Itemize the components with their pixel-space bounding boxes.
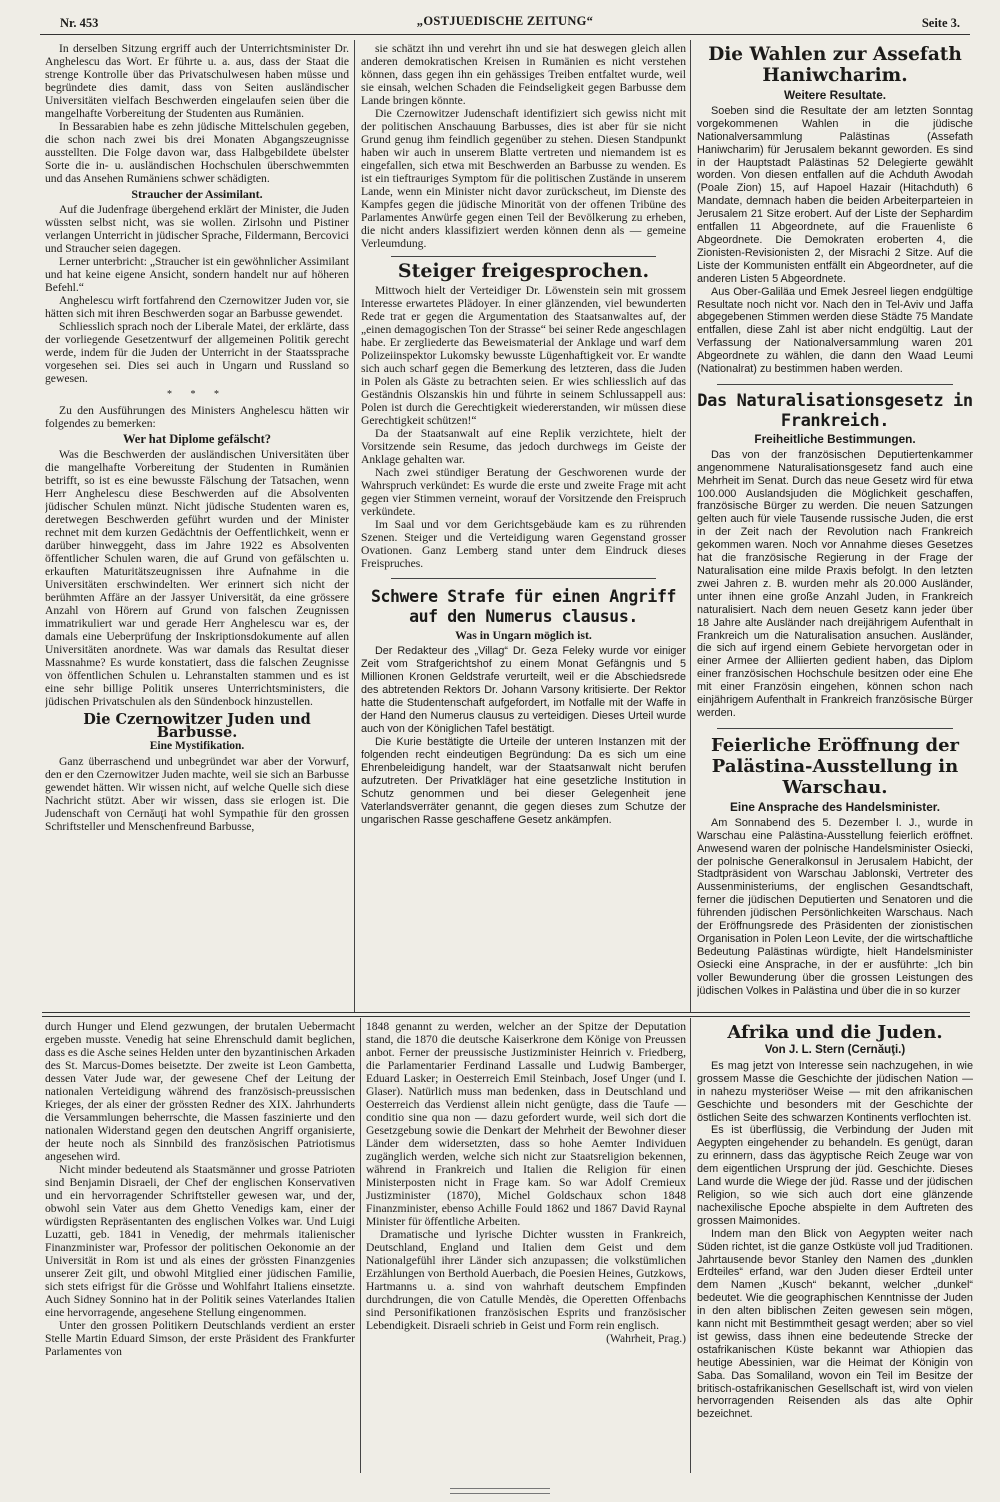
paragraph: In Bessarabien habe es zehn jüdische Mittelschulen gegeben, die schon nach zwei bis drei Monaten Abgangszeugnisse ausstellten. Die Folge davon war, dass Halbgebildete übelster Sorte die in- u. ausländischen Hochschulen überschwemmten und das Ansehen Rumäniens schwer schädigten. <box>45 120 349 185</box>
article-subheadline: Weitere Resultate. <box>783 88 887 102</box>
paragraph: Die Czernowitzer Judenschaft identifiziert sich gewiss nicht mit der politischen Anschauung Barbusses, dies ist aber für sie nicht Grund genug ihm feindlich gegenüber zu stehen. Diesen Standpunkt haben wir auch in unserem Blatte vertreten und niemandem ist es eingefallen, sich etwa mit Beschwerden an Barbusse zu wenden. Es ist ein tieftrauriges Symptom für die politischen Zustände in unserem Lande, wenn ein Minister nicht davor zurückscheut, im Dienste des Kampfes gegen die jüdische Minorität von der offenen Tribüne des Parlamentes Anwürfe gegen einen Teil der Bevölkerung zu erheben, die nicht anders klassifiziert werden können denn als — gemeine Verleumdung. <box>361 107 686 250</box>
page-number: Seite 3. <box>921 16 960 30</box>
article-headline: Die Czernowitzer Juden und Barbusse. <box>83 711 311 741</box>
subheading: Wer hat Diplome gefälscht? <box>122 432 272 446</box>
divider <box>717 728 953 729</box>
article-headline: Schwere Strafe für einen Angriff auf den Numerus clausus. <box>370 587 677 626</box>
column-3-top <box>697 42 973 1010</box>
paragraph: durch Hunger und Elend gezwungen, der brutalen Uebermacht ergeben musste. Venedig hat seine Ehrenschuld damit beglichen, dass es die Asche seines Helden unter den byzantinischen Arkaden des St. Marcus-Domes beisetzte. Der zweite ist Leon Gambetta, dessen Vater Jude war, der gewesene Chef der Leitung der nationalen Verteidigung während des französisch-preussischen Krieges, der als einer der grössten Redner des XIX. Jahrhunderts die Versammlungen beherrschte, die Massen faszinierte und den nationalen Widerstand gegen den deutschen Angriff organisierte, der heute noch als Sinnbild des französischen Patriotismus angesehen wird. <box>45 1020 355 1163</box>
paragraph: Im Saal und vor dem Gerichtsgebäude kam es zu rührenden Szenen. Steiger und die Verteidigung waren Gegenstand grosser Ovationen. Ganz Lemberg stand unter dem Eindruck dieses Freispruches. <box>361 518 686 570</box>
source-credit: (Wahrheit, Prag.) <box>606 1332 686 1345</box>
column-2-top <box>361 42 686 1010</box>
paragraph: Was die Beschwerden der ausländischen Universitäten über die mangelhafte Vorbereitung der Studenten in Rumänien betrifft, so ist es eine bewusste Fälschung der Tatsachen, wenn Herr Anghelescu diese Beschwerden auf die Absolventen jüdischer Schulen münzt. Nicht jüdische Studenten waren es, deretwegen Beschwerden geführt wurden und der Minister rechnet mit dem kurzen Gedächtnis der Oeffentlichkeit, wenn er darüber hinweggeht, dass im Jahre 1922 es Absolventen öffentlicher Schulen waren, die auf Grund von gefälschten u. erkauften Maturitätszeugnissen ihre Aufnahme in die Universitäten erschwindelten. Wer erinnert sich nicht der berühmten Affäre an der Jassyer Universität, da eine grössere Anzahl von Hörern auf Grund von falschen Zeugnissen immatrikuliert war und gerade Herr Anghelescu war es, der damals eine Ueberprüfung der Inskriptionsdokumente auf allen Universitäten anordnete. Was war damals das Resultat dieser Massnahme? Es wurde konstatiert, dass die falschen Zeugnisse von öffentlichen Schulen u. Lehranstalten stammen und es ist eine sehr billige Politik unseres Unterrichtsministers, die jüdischen Privatschulen als den Sündenbock hinzustellen. <box>45 448 349 708</box>
article-headline: Steiger freigesprochen. <box>397 260 650 282</box>
article-subheadline: Freiheitliche Bestimmungen. <box>754 431 916 446</box>
column-1-top <box>45 42 349 1010</box>
column-2-bottom <box>366 1020 686 1475</box>
paragraph: Das von der französischen Deputiertenkammer angenommene Naturalisationsgesetz fand auch eine Mehrheit im Senat. Durch das neue Gesetz wird für etwa 100.000 Auslandsjuden die Möglichkeit geschaffen, französische Bürger zu werden. Die neuen Satzungen gelten auch für viele Tausende russische Juden, die erst in der Zeit nach der Revolution nach Frankreich gekommen waren. Noch vor Annahme dieses Gesetzes hat die französische Regierung in der Frage der Naturalisation eine milde Praxis befolgt. In den letzten zwei Jahren z. B. wurden mehr als 20.000 Ausländer, unter ihnen eine große Anzahl Juden, in Frankreich naturalisiert. Nach dem neuen Gesetz kann jeder über 18 Jahre alte Ausländer nach dreijährigem Aufenthalt in Frankreich um die Naturalisation ansuchen. Ausländer, die sich auf irgend einem Gebiete hervorgetan oder in einer Armee der Alliierten gedient haben, das Diplom einer französischen Hochschule besitzen oder eine Ehe mit einer Französin eingehen, können schon nach einjährigem Aufenthalt in Frankreich französische Bürger werden. <box>697 448 973 719</box>
paragraph: Da der Staatsanwalt auf eine Replik verzichtete, hielt der Vorsitzende sein Resume, das jedoch durchwegs im Geiste der Anklage gehalten war. <box>361 427 686 466</box>
divider <box>391 256 656 257</box>
column-rule-3 <box>360 1018 361 1473</box>
paragraph: Schliesslich sprach noch der Liberale Matei, der erklärte, dass der vorliegende Gesetzentwurf der allgemeinen Politik gerecht werde, indem für die Juden der Unterricht in der Staatssprache vorgesehen sei. Dies sei auch in Ungarn und Russland so gewesen. <box>45 320 349 385</box>
paragraph: Nach zwei stündiger Beratung der Geschworenen wurde der Wahrspruch verkündet: Es wurde die erste und zweite Frage mit acht gegen vier Stimmen verneint, worauf der Vorsitzende den Freispruch verkündete. <box>361 466 686 518</box>
article-byline: Von J. L. Stern (Cernăuţi.) <box>764 1044 906 1056</box>
column-rule-2 <box>690 40 691 1012</box>
paragraph: Nicht minder bedeutend als Staatsmänner und grosse Patrioten sind Benjamin Disraeli, der Chef der englischen Konservativen und ein hervorragender Schriftsteller gewesen war, und der, obwohl sein Vater aus dem Ghetto Venedigs kam, einer der würdigsten Repräsentanten des englischen Volkes war. Und Luigi Luzatti, geb. 1841 in Venedig, der mehrmals italienischer Finanzminister war, Professor der politischen Oekonomie an der Universität in Rom ist und als eines der grössten Finanzgenies unserer Zeit gilt, und obwohl Mitglied einer jüdischen Familie, sich stets eifrigst für die Grösse und Wohlfahrt Italiens einsetzte. Auch Sidney Sonnino hat in der Politik seines Vaterlandes Italien eine hervorragende, angesehene Stellung eingenommen. <box>45 1163 355 1319</box>
section-stars: * * * <box>167 389 227 400</box>
paragraph: Indem man den Blick von Aegypten weiter nach Süden richtet, ist die ganze Ostküste voll jud Traditionen. Jahrtausende bevor Stanley den Namen des „dunklen Erdteiles“ erfand, war den Juden dieser Erdteil unter dem Namen „Kusch“ bekannt, welcher „dunkel“ bedeutet. Wie die geographischen Kenntnisse der Juden in den alten biblischen Zeiten gewesen sein mögen, kann nicht mit Bestimmtheit gesagt werden; aber so viel ist gewiss, dass ihnen eine bedeutende Strecke der ostafrikanischen Küste bekannt war Athiopien das heutige Abessinien, war die Heimat der Königin von Saba. Das Somaliland, wovon ein Teil im Besitze der britisch-ostafrikanischen Gesellschaft ist, wird von vielen hervorragenden Reisenden als das alte Ophir bezeichnet. <box>697 1227 973 1421</box>
paragraph: Am Sonnabend des 5. Dezember l. J., wurde in Warschau eine Palästina-Ausstellung feierlich eröffnet. Anwesend waren der polnische Handelsminister Osiecki, der polnische Generalkonsul in Jerusalem Habicht, der Stadtpräsident von Warschau Jablonski, Vertreter des Aussenministeriums, der englischen Gesandtschaft, ferner die jüdischen Deputierten und Senatoren und die führenden jüdischen Persönlichkeiten Warschaus. Nach der Eröffnungsrede des Präsidenten der zionistischen Organisation in Polen Leon Levite, der die wirtschaftliche Bedeutung Palästinas würdigte, hielt Handelsminister Osiecki eine Ansprache, in der er ausführte: „Ich bin voller Bewunderung über die grossen Leistungen des jüdischen Volkes in Palästina und über die in so kurzer <box>697 816 973 997</box>
section-divider <box>42 1012 970 1017</box>
article-headline: Die Wahlen zur Assefath Haniwcharim. <box>708 44 962 86</box>
column-1-bottom <box>45 1020 355 1475</box>
article-subheadline: Eine Ansprache des Handelsminister. <box>729 799 941 814</box>
paragraph: Ganz überraschend und unbegründet war aber der Vorwurf, den er den Czernowitzer Juden machte, weil sie sich an Barbusse gewendet hätten. Wir wissen nicht, auf welche Quelle sich diese Nachricht stützt. Aber wir wissen, dass sie erlogen ist. Die Judenschaft von Cernăuţi hat wohl Sympathie für den grossen Schriftsteller und Menschenfreund Barbusse, <box>45 755 349 833</box>
issue-number: Nr. 453 <box>60 16 99 30</box>
paragraph: Mittwoch hielt der Verteidiger Dr. Löwenstein sein mit grossem Interesse erwartetes Plädoyer. In einer glänzenden, viel bewunderten Rede trat er gegen die Argumentation des Staatsanwaltes auf, der „einen demagogischen Ton der Strasse“ bei seiner Rede angeschlagen habe. Er zergliederte das Beweismaterial der Anklage und warf dem Polizeiinspektor Lukomsky bewusste Lügenhaftigkeit vor. Er wandte sich auch scharf gegen die Bemerkung des letzteren, dass die Juden in Polen als Gäste zu betrachten seien. Er wies schliesslich auf das Geständnis Olszanskis hin und führte in seinem Schlussappell aus: Polen ist durch die Gerechtigkeit wiedererstanden, wir müssen diese Gerechtigkeit schützen!“ <box>361 284 686 427</box>
article-subheadline: Was in Ungarn möglich ist. <box>455 628 592 642</box>
footer-ornament <box>450 1488 550 1494</box>
paragraph: Es ist überflüssig, die Verbindung der Juden mit Aegypten eingehender zu behandeln. Es genügt, daran zu erinnern, dass das ägyptische Reich Zeuge war von dem eigentlichen Ursprung der jüd. Geschichte. Dieses Land wurde die Wiege der jüd. Rasse und der jüdischen Religion, so wie sich auch dort eine glänzende nachexilische Epoche abspielte in dem Auftreten des grossen Maimonides. <box>697 1124 973 1227</box>
paragraph: Auf die Judenfrage übergehend erklärt der Minister, die Juden wüssten selbst nicht, was sie wollen. Zirlsohn und Pistiner verlangen Unterricht in jüdischer Sprache, Fildermann, Bercovici und Straucher seien dagegen. <box>45 203 349 255</box>
paragraph: Aus Ober-Galiläa und Emek Jesreel liegen endgültige Resultate noch nicht vor. Nach den in Tel-Aviv und Jaffa abgegebenen Stimmen werden diese Städte 75 Mandate entfallen, diese Zahl ist aber nicht endgültig. Laut der Verfassung der Nationalversammlung waren 201 Abgeordnete zu wählen, die dann den Waad Leumi (Nationalrat) zu bestimmen haben werden. <box>697 285 973 376</box>
paragraph: In derselben Sitzung ergriff auch der Unterrichtsminister Dr. Anghelescu das Wort. Er führte u. a. aus, dass der Staat die strenge Kontrolle über das Privatschulwesen haben müsse und begründete dies damit, dass von Seiten ausländischer Universitäten vielfach Beschwerden eingelaufen seien über die mangelhafte Vorbereitung der Studenten aus Rumänien. <box>45 42 349 120</box>
column-rule-1 <box>354 40 355 1012</box>
article-subheadline: Eine Mystifikation. <box>149 740 245 752</box>
paragraph: Anghelescu wirft fortfahrend den Czernowitzer Juden vor, sie hätten sich mit ihren Beschwerden sogar an Barbusse gewendet. <box>45 294 349 320</box>
divider <box>391 578 656 579</box>
article-headline: Feierliche Eröffnung der Palästina-Ausstellung in Warschau. <box>710 734 960 798</box>
column-3-bottom <box>697 1020 973 1475</box>
newspaper-title: „OSTJUEDISCHE ZEITUNG“ <box>416 14 594 28</box>
paragraph: Lerner unterbricht: „Straucher ist ein gewöhnlicher Assimilant und hat keine eigene Ansicht, sondern handelt nur auf höheren Befehl.“ <box>45 255 349 294</box>
paragraph: Die Kurie bestätigte die Urteile der unteren Instanzen mit der folgenden recht eindeutigen Begründung: Da es sich um eine Ehrenbeleidigung handelt, war der Staatsanwalt nicht berufen aufzutreten. Der Privatkläger hat eine gesetzliche Institution in Schutz genommen und bei dieser Gelegenheit jene Vaterlandsverräter genannt, die gegen dieses zum Schutze der ungarischen Rasse geschaffene Gesetz ankämpfen. <box>361 736 686 826</box>
paragraph: sie schätzt ihn und verehrt ihn und sie hat deswegen gleich allen anderen demokratischen Kreisen in Rumänien es nicht verstehen können, dass gegen ihn ein gehässiges Treiben entfaltet wurde, weil sie einsah, welchen Schaden die Feindseligkeit gegen Barbusse dem Lande bringen könnte. <box>361 42 686 107</box>
paragraph: Dramatische und lyrische Dichter wussten in Frankreich, Deutschland, England und Italien dem Geist und dem Nationalgefühl ihrer Länder sich anzupassen; die volkstümlichen Erzählungen von Berthold Auerbach, die Poesien Heines, Gutzkows, Hartmanns u. a. sind von wahrhaft deutschem Empfinden durchdrungen, die von Catulle Mendès, die Operetten Offenbachs sind Personifikationen französischen Esprits und französischer Lebendigkeit. Disraeli schrieb in Geist und Form rein englisch. <box>366 1228 686 1332</box>
subheading: Straucher der Assimilant. <box>131 187 263 201</box>
paragraph: Unter den grossen Politikern Deutschlands verdient an erster Stelle Martin Eduard Simson, der erste Präsident des Frankfurter Parlamentes von <box>45 1319 355 1358</box>
article-headline: Das Naturalisationsgesetz in Frankreich. <box>697 390 973 431</box>
article-headline: Afrika und die Juden. <box>727 1022 943 1043</box>
paragraph: Der Redakteur des „Villag“ Dr. Geza Feleky wurde vor einiger Zeit vom Strafgerichtshof zu einem Monat Gefängnis und 5 Millionen Kronen Geldstrafe verurteilt, weil er die Abschiedsrede des abtretenden Rektors Dr. Johann Varsony kritisierte. Der Rektor hatte die Studentenschaft aufgefordert, im Notfalle mit der Waffe in der Hand den Numerus clausus zu verteidigen. Dieses Urteil wurde auch von der Königlichen Tafel bestätigt. <box>361 645 686 735</box>
paragraph: Soeben sind die Resultate der am letzten Sonntag vorgekommenen Wahlen in die jüdische Nationalversammlung Palästinas (Assefath Haniwcharim) für Jerusalem bekannt geworden. Es sind in der Hauptstadt Palästinas 52 Delegierte gewählt worden. Von diesen entfallen auf die Achduth Awodah (Poale Zion) 15, auf Hapoel Hazair (Hitachduth) 6 Mandate, demnach haben die beiden Arbeiterparteien in Jerusalem 21 Sitze erobert. Auf der Liste der Sephardim entfallen 11 Abgeordnete, auf die Frauenliste 6 Abgeordnete. Die Demokraten eroberten 4, die Zionisten-Revisionisten 2, der Misrachi 2 Sitze. Auf die Liste der Kommunisten entfällt ein Abgeordneter, auf die anderen Listen 5 Abgeordnete. <box>697 104 973 285</box>
paragraph: Es mag jetzt von Interesse sein nachzugehen, in wie grossem Masse die Geschichte der jüdischen Nation — in nahezu mysteriöser Weise — mit den afrikanischen Geschichte und besonders mit der Geschichte der östlichen Seite des schwarzen Kontinents verflochten ist. <box>697 1059 973 1124</box>
paragraph: 1848 genannt zu werden, welcher an der Spitze der Deputation stand, die 1870 die deutsche Kaiserkrone dem Könige von Preussen anbot. Ferner der preussische Justizminister Heinrich v. Friedberg, die Parlamentarier Ferdinand Lassalle und Ludwig Bamberger, Eduard Lasker; in Oesterreich Emil Steinbach, Josef Unger (und I. Glaser). Natürlich muss man bedenken, dass in Deutschland und Oesterreich das Verdienst allein nicht genügte, dass die Taufe — conditio sine qua non — dazu gefordert wurde, weil sich dort die Gesetzgebung sowie die Denkart der Mehrheit der Bewohner dieser Länder dem widersetzten, dass so hohe Aemter Individuen zugänglich werden, welche sich nicht zur Staatsreligion bekennen, während in Frankreich und Italien die Religion für einen Ministerposten nicht in Frage kam. So war Adolf Cremieux Justizminister (1870), Michel Goldschaux schon 1848 Finanzminister, ebenso Achille Fould 1862 und 1867 David Raynal Minister für öffentliche Arbeiten. <box>366 1020 686 1228</box>
divider <box>717 384 953 385</box>
paragraph: Zu den Ausführungen des Ministers Anghelescu hätten wir folgendes zu bemerken: <box>45 404 349 430</box>
page-header <box>40 10 970 35</box>
column-rule-4 <box>690 1018 691 1473</box>
